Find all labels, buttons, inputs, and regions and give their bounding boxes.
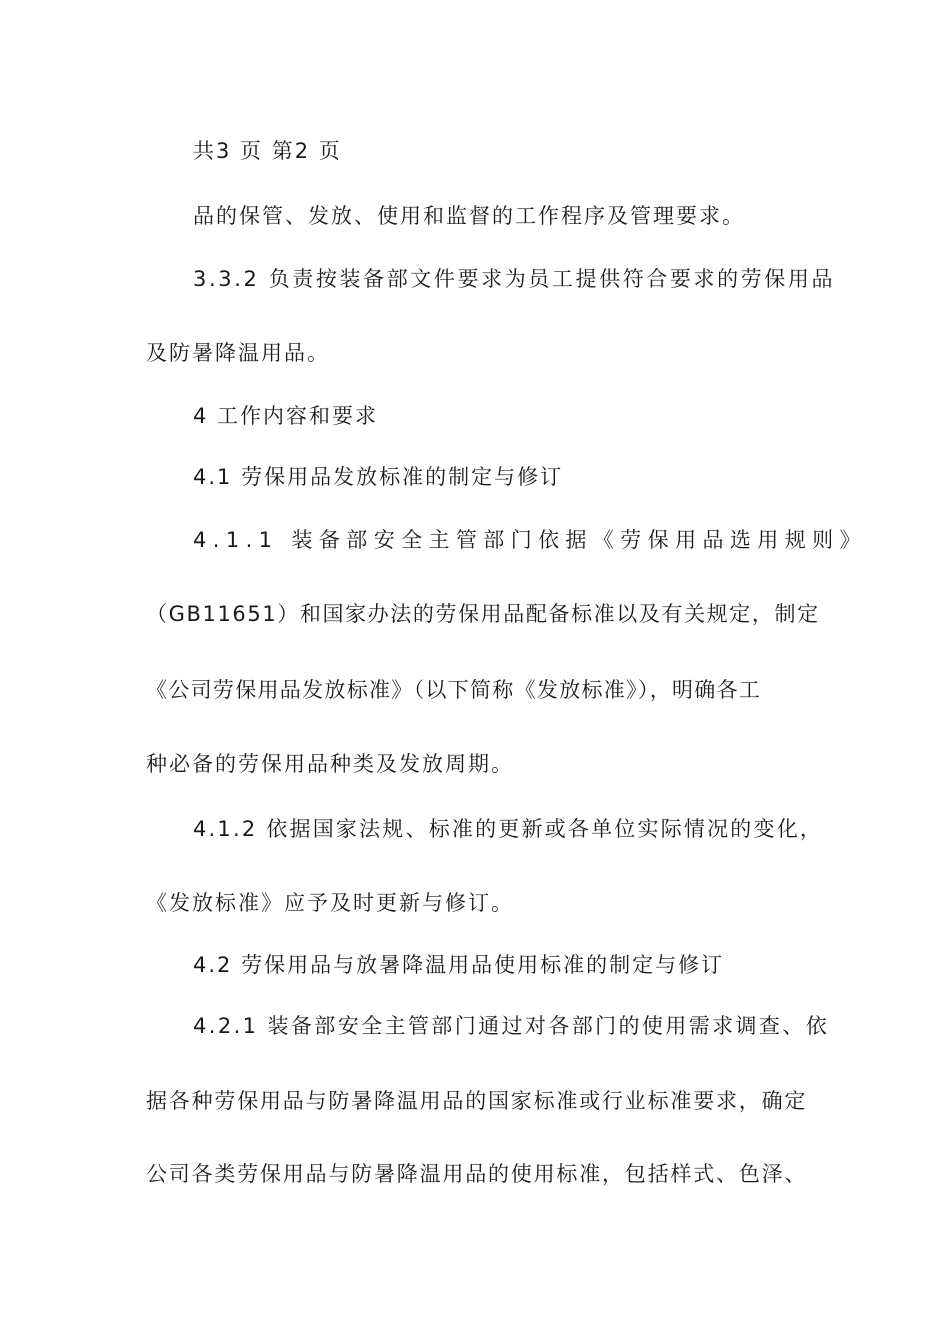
paragraph-line: 《公司劳保用品发放标准》（以下简称《发放标准》），明确各工 <box>146 678 762 702</box>
paragraph-line: 4.1.2 依据国家法规、标准的更新或各单位实际情况的变化， <box>193 817 824 841</box>
subsection-heading: 4.1 劳保用品发放标准的制定与修订 <box>193 465 564 489</box>
subsection-heading: 4.2 劳保用品与放暑降温用品使用标准的制定与修订 <box>193 953 725 977</box>
paragraph-line: 公司各类劳保用品与防暑降温用品的使用标准，包括样式、色泽、 <box>146 1162 808 1186</box>
section-heading: 4 工作内容和要求 <box>193 404 379 428</box>
paragraph-line: （GB11651）和国家办法的劳保用品配备标准以及有关规定，制定 <box>146 602 820 626</box>
paragraph-line: 据各种劳保用品与防暑降温用品的国家标准或行业标准要求，确定 <box>146 1089 808 1113</box>
paragraph-line: 《发放标准》应予及时更新与修订。 <box>146 891 514 915</box>
page-number-header: 共3 页 第2 页 <box>193 139 342 163</box>
paragraph-line: 4.1.1 装备部安全主管部门依据《劳保用品选用规则》 <box>193 528 867 552</box>
paragraph-line: 品的保管、发放、使用和监督的工作程序及管理要求。 <box>193 204 745 228</box>
paragraph-line: 3.3.2 负责按装备部文件要求为员工提供符合要求的劳保用品 <box>193 267 836 291</box>
paragraph-line: 及防暑降温用品。 <box>146 341 330 365</box>
paragraph-line: 种必备的劳保用品种类及发放周期。 <box>146 752 514 776</box>
paragraph-line: 4.2.1 装备部安全主管部门通过对各部门的使用需求调查、依 <box>193 1014 830 1038</box>
